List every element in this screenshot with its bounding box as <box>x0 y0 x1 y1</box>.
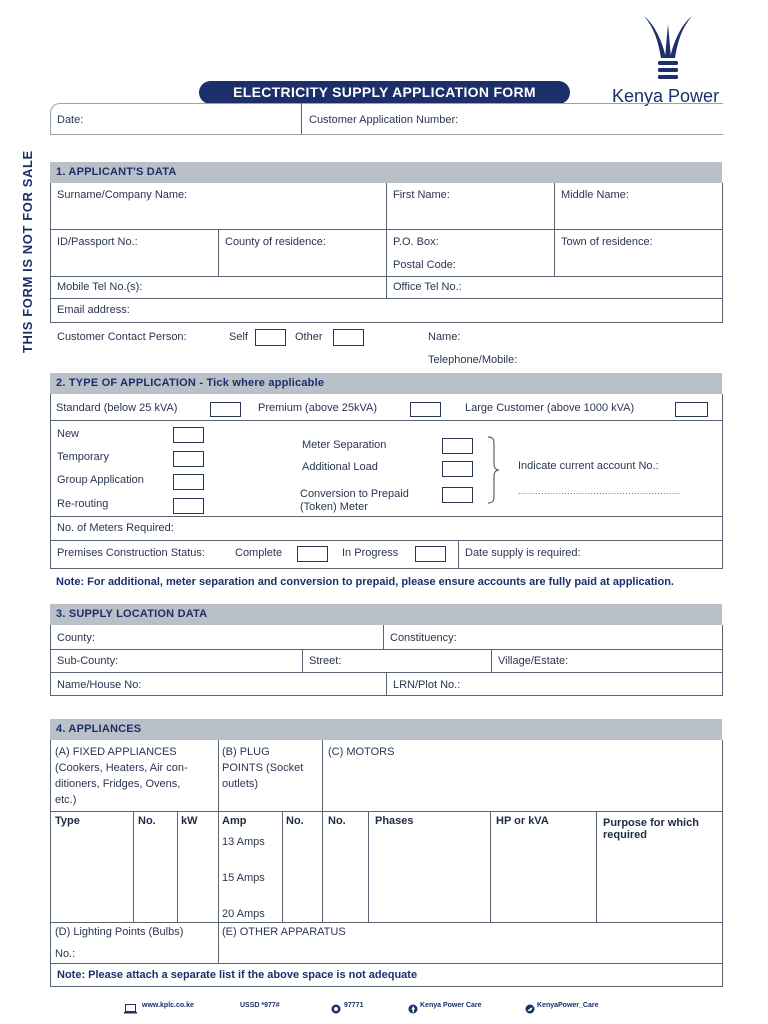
facebook-icon <box>408 1001 418 1019</box>
po-box-field[interactable]: P.O. Box: <box>393 236 439 248</box>
other-label: Other <box>295 331 323 343</box>
conversion-label-2: (Token) Meter <box>300 501 368 513</box>
meters-required-field[interactable]: No. of Meters Required: <box>57 522 174 534</box>
twitter-icon <box>525 1001 535 1019</box>
col-amp: Amp <box>222 815 247 827</box>
complete-checkbox[interactable] <box>297 546 328 562</box>
group-application-label: Group Application <box>57 474 144 486</box>
amp-15-label: 15 Amps <box>222 872 265 884</box>
conversion-checkbox[interactable] <box>442 487 473 503</box>
footer-facebook[interactable]: Kenya Power Care <box>420 1002 482 1009</box>
large-customer-checkbox[interactable] <box>675 402 708 417</box>
amp-13-label: 13 Amps <box>222 836 265 848</box>
footer-ussd: USSD *977# <box>240 1002 280 1009</box>
amp-20-label: 20 Amps <box>222 908 265 920</box>
date-field[interactable]: Date: <box>57 114 84 126</box>
col-kw: kW <box>181 815 198 827</box>
current-account-field[interactable]: ........................................................ <box>518 486 681 496</box>
other-checkbox[interactable] <box>333 329 364 346</box>
footer-sms: 97771 <box>344 1002 364 1009</box>
section-1-title: 1. APPLICANT'S DATA <box>56 166 177 178</box>
first-name-field[interactable]: First Name: <box>393 189 450 201</box>
in-progress-checkbox[interactable] <box>415 546 446 562</box>
section-2-title: 2. TYPE OF APPLICATION - Tick where applicable <box>56 377 325 389</box>
contact-person-label: Customer Contact Person: <box>57 331 187 343</box>
location-county-field[interactable]: County: <box>57 632 95 644</box>
premium-label: Premium (above 25kVA) <box>258 402 378 414</box>
standard-checkbox[interactable] <box>210 402 241 417</box>
self-label: Self <box>229 331 248 343</box>
email-field[interactable]: Email address: <box>57 304 130 316</box>
conversion-label-1: Conversion to Prepaid <box>300 488 409 500</box>
customer-application-number-field[interactable]: Customer Application Number: <box>309 114 459 126</box>
col-hp-kva: HP or kVA <box>496 815 549 827</box>
standard-label: Standard (below 25 kVA) <box>56 402 178 414</box>
plug-points-heading: (B) PLUG POINTS (Socket outlets) <box>222 746 304 790</box>
postal-code-field[interactable]: Postal Code: <box>393 259 456 271</box>
computer-icon <box>124 1001 137 1019</box>
complete-label: Complete <box>235 547 283 559</box>
section-4-title: 4. APPLIANCES <box>56 723 142 735</box>
brand-name: Kenya Power <box>612 86 720 106</box>
date-supply-required-field[interactable]: Date supply is required: <box>465 547 581 559</box>
current-account-label: Indicate current account No.: <box>518 460 659 472</box>
side-notice-text: THIS FORM IS NOT FOR SALE <box>20 150 35 353</box>
town-of-residence-field[interactable]: Town of residence: <box>561 236 653 248</box>
premium-checkbox[interactable] <box>410 402 441 417</box>
fixed-appliances-heading: (A) FIXED APPLIANCES (Cookers, Heaters, Air con- ditioners, Fridges, Ovens, etc.) <box>55 746 188 806</box>
rerouting-label: Re-routing <box>57 498 109 510</box>
col-no-a: No. <box>138 815 156 827</box>
other-apparatus-field[interactable]: (E) OTHER APPARATUS <box>222 926 346 938</box>
note-accounts-paid: Note: For additional, meter separation and conversion to prepaid, please ensure accounts are fully paid at application. <box>56 576 674 588</box>
form-title <box>199 81 570 104</box>
middle-name-field[interactable]: Middle Name: <box>561 189 629 201</box>
group-application-checkbox[interactable] <box>173 474 204 490</box>
new-label: New <box>57 428 80 440</box>
section-1-header <box>50 162 722 183</box>
section-2-header <box>50 373 722 394</box>
footer <box>0 1000 768 1014</box>
lighting-points-label: (D) Lighting Points (Bulbs) <box>55 926 184 938</box>
col-type: Type <box>55 815 80 827</box>
office-tel-field[interactable]: Office Tel No.: <box>393 281 462 293</box>
meter-separation-label: Meter Separation <box>302 439 387 451</box>
additional-load-label: Additional Load <box>302 461 378 473</box>
id-passport-field[interactable]: ID/Passport No.: <box>57 236 138 248</box>
surname-field[interactable]: Surname/Company Name: <box>57 189 188 201</box>
temporary-label: Temporary <box>57 451 109 463</box>
footer-website[interactable]: www.kplc.co.ke <box>142 1002 194 1009</box>
house-no-field[interactable]: Name/House No: <box>57 679 142 691</box>
kenya-power-logo-icon <box>640 14 696 84</box>
section-3-header <box>50 604 722 625</box>
col-phases: Phases <box>375 815 414 827</box>
lighting-points-no-field[interactable]: No.: <box>55 948 76 960</box>
whatsapp-icon <box>331 1001 341 1019</box>
motors-heading: (C) MOTORS <box>328 746 395 758</box>
section-4-header <box>50 719 722 740</box>
rerouting-checkbox[interactable] <box>173 498 204 514</box>
village-estate-field[interactable]: Village/Estate: <box>498 655 569 667</box>
sub-county-field[interactable]: Sub-County: <box>57 655 119 667</box>
temporary-checkbox[interactable] <box>173 451 204 467</box>
county-of-residence-field[interactable]: County of residence: <box>225 236 326 248</box>
col-no-c: No. <box>328 815 346 827</box>
contact-telephone-field[interactable]: Telephone/Mobile: <box>428 354 518 366</box>
form-title-text: ELECTRICITY SUPPLY APPLICATION FORM <box>233 84 536 100</box>
brace-icon <box>486 436 500 504</box>
meter-separation-checkbox[interactable] <box>442 438 473 454</box>
new-checkbox[interactable] <box>173 427 204 443</box>
additional-load-checkbox[interactable] <box>442 461 473 477</box>
col-no-b: No. <box>286 815 304 827</box>
self-checkbox[interactable] <box>255 329 286 346</box>
side-notice <box>19 150 37 353</box>
footer-twitter[interactable]: KenyaPower_Care <box>537 1002 599 1009</box>
street-field[interactable]: Street: <box>309 655 342 667</box>
large-customer-label: Large Customer (above 1000 kVA) <box>465 402 635 414</box>
in-progress-label: In Progress <box>342 547 399 559</box>
section-3-title: 3. SUPPLY LOCATION DATA <box>56 608 208 620</box>
constituency-field[interactable]: Constituency: <box>390 632 457 644</box>
contact-name-field[interactable]: Name: <box>428 331 461 343</box>
lrn-plot-field[interactable]: LRN/Plot No.: <box>393 679 461 691</box>
col-purpose: Purpose for which required <box>603 817 699 841</box>
premises-status-label: Premises Construction Status: <box>57 547 205 559</box>
mobile-tel-field[interactable]: Mobile Tel No.(s): <box>57 281 143 293</box>
note-separate-list: Note: Please attach a separate list if the above space is not adequate <box>57 969 418 981</box>
